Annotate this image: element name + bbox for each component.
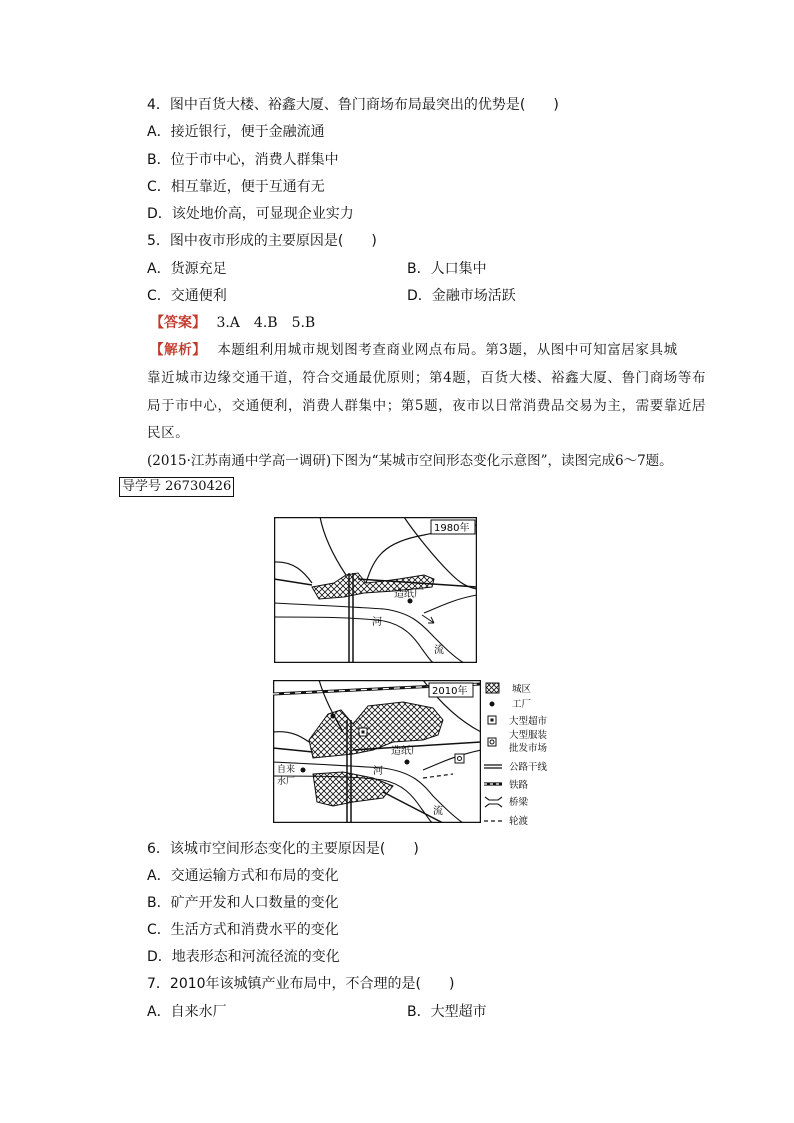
map-2010-factory: 造纸厂 <box>391 746 421 757</box>
explanation-line-4: 民区。 <box>147 425 190 441</box>
q4-option-d: D．该处地价高，可显现企业实力 <box>147 206 354 222</box>
map-2010-river-1: 河 <box>373 766 383 777</box>
legend-bridge-symbol <box>485 797 502 807</box>
map-1980-river-2: 流 <box>434 645 444 656</box>
explanation-line-3: 局于市中心，交通便利，消费人群集中；第5题，夜市以日常消费品交易为主，需要靠近居 <box>147 398 707 414</box>
map-legend <box>484 680 564 825</box>
q5-stem: 5．图中夜市形成的主要原因是( ) <box>147 233 377 249</box>
map-2010-waterworks-1: 自来 <box>277 765 296 775</box>
legend-factory-dot <box>490 702 495 707</box>
map-1980-year: 1980年 <box>434 523 470 534</box>
answer-text: 3.A 4.B 5.B <box>216 315 316 331</box>
q5-option-c: C．交通便利 <box>147 288 227 304</box>
factory-dot-2010-c <box>301 768 306 773</box>
wholesale-market-icon-2010 <box>455 754 464 763</box>
factory-dot-2010-b <box>331 714 336 719</box>
legend-urban: 城区 <box>512 684 532 695</box>
guide-number: 导学号 26730426 <box>119 477 234 497</box>
q7-option-a: A．自来水厂 <box>147 1004 227 1020</box>
q5-option-a: A．货源充足 <box>147 261 227 277</box>
q6-option-a: A．交通运输方式和布局的变化 <box>147 868 339 884</box>
q5-option-b: B．人口集中 <box>407 261 487 277</box>
q4-option-a: A．接近银行，便于金融流通 <box>147 124 325 140</box>
explanation-text-1: 本题组利用城市规划图考查商业网点布局。第3题，从图中可知富居家具城 <box>217 342 678 358</box>
q5-option-d: D．金融市场活跃 <box>407 288 516 304</box>
legend-supermarket: 大型超市 <box>509 716 548 727</box>
map-2010-waterworks-2: 水厂 <box>277 777 296 787</box>
legend-wholesale-1: 大型服装 <box>509 730 548 741</box>
legend-wholesale-icon <box>488 738 496 746</box>
map-1980-factory: 造纸厂 <box>394 589 424 600</box>
factory-dot-2010-a <box>405 760 410 765</box>
q4-option-b: B．位于市中心，消费人群集中 <box>147 152 339 168</box>
answer-tag: 【答案】 <box>150 315 206 331</box>
map-2010-year: 2010年 <box>432 686 468 697</box>
legend-highway-line <box>484 765 502 768</box>
legend-highway: 公路干线 <box>509 762 548 773</box>
legend-wholesale-2: 批发市场 <box>509 743 548 754</box>
legend-ferry: 轮渡 <box>509 816 529 825</box>
q4-stem: 4．图中百货大楼、裕鑫大厦、鲁门商场布局最突出的优势是( ) <box>147 97 559 113</box>
legend-railway: 铁路 <box>509 780 529 791</box>
legend-urban-swatch <box>486 683 499 693</box>
legend-factory: 工厂 <box>512 699 532 710</box>
explanation-line-2: 靠近城市边缘交通干道，符合交通最优原则；第4题，百货大楼、裕鑫大厦、鲁门商场等布 <box>147 370 707 386</box>
q7-stem: 7．2010年该城镇产业布局中，不合理的是( ) <box>147 976 455 992</box>
q6-option-d: D．地表形态和河流径流的变化 <box>147 949 340 965</box>
legend-bridge: 桥梁 <box>509 797 529 808</box>
intro-text: (2015·江苏南通中学高一调研)下图为“某城市空间形态变化示意图”，读图完成6～7题。 <box>147 453 673 469</box>
answer-line <box>150 314 315 332</box>
q6-option-b: B．矿产开发和人口数量的变化 <box>147 895 339 911</box>
q6-stem: 6．该城市空间形态变化的主要原因是( ) <box>147 841 419 857</box>
map-2010-river-2: 流 <box>433 806 443 817</box>
explanation-tag: 【解析】 <box>150 342 207 358</box>
q6-option-c: C．生活方式和消费水平的变化 <box>147 922 339 938</box>
explanation-line-1 <box>150 341 678 359</box>
map-1980 <box>274 517 477 663</box>
q4-option-c: C．相互靠近，便于互通有无 <box>147 179 325 195</box>
map-2010 <box>273 680 481 823</box>
map-1980-river-1: 河 <box>372 617 382 628</box>
q7-option-b: B．大型超市 <box>407 1004 487 1020</box>
